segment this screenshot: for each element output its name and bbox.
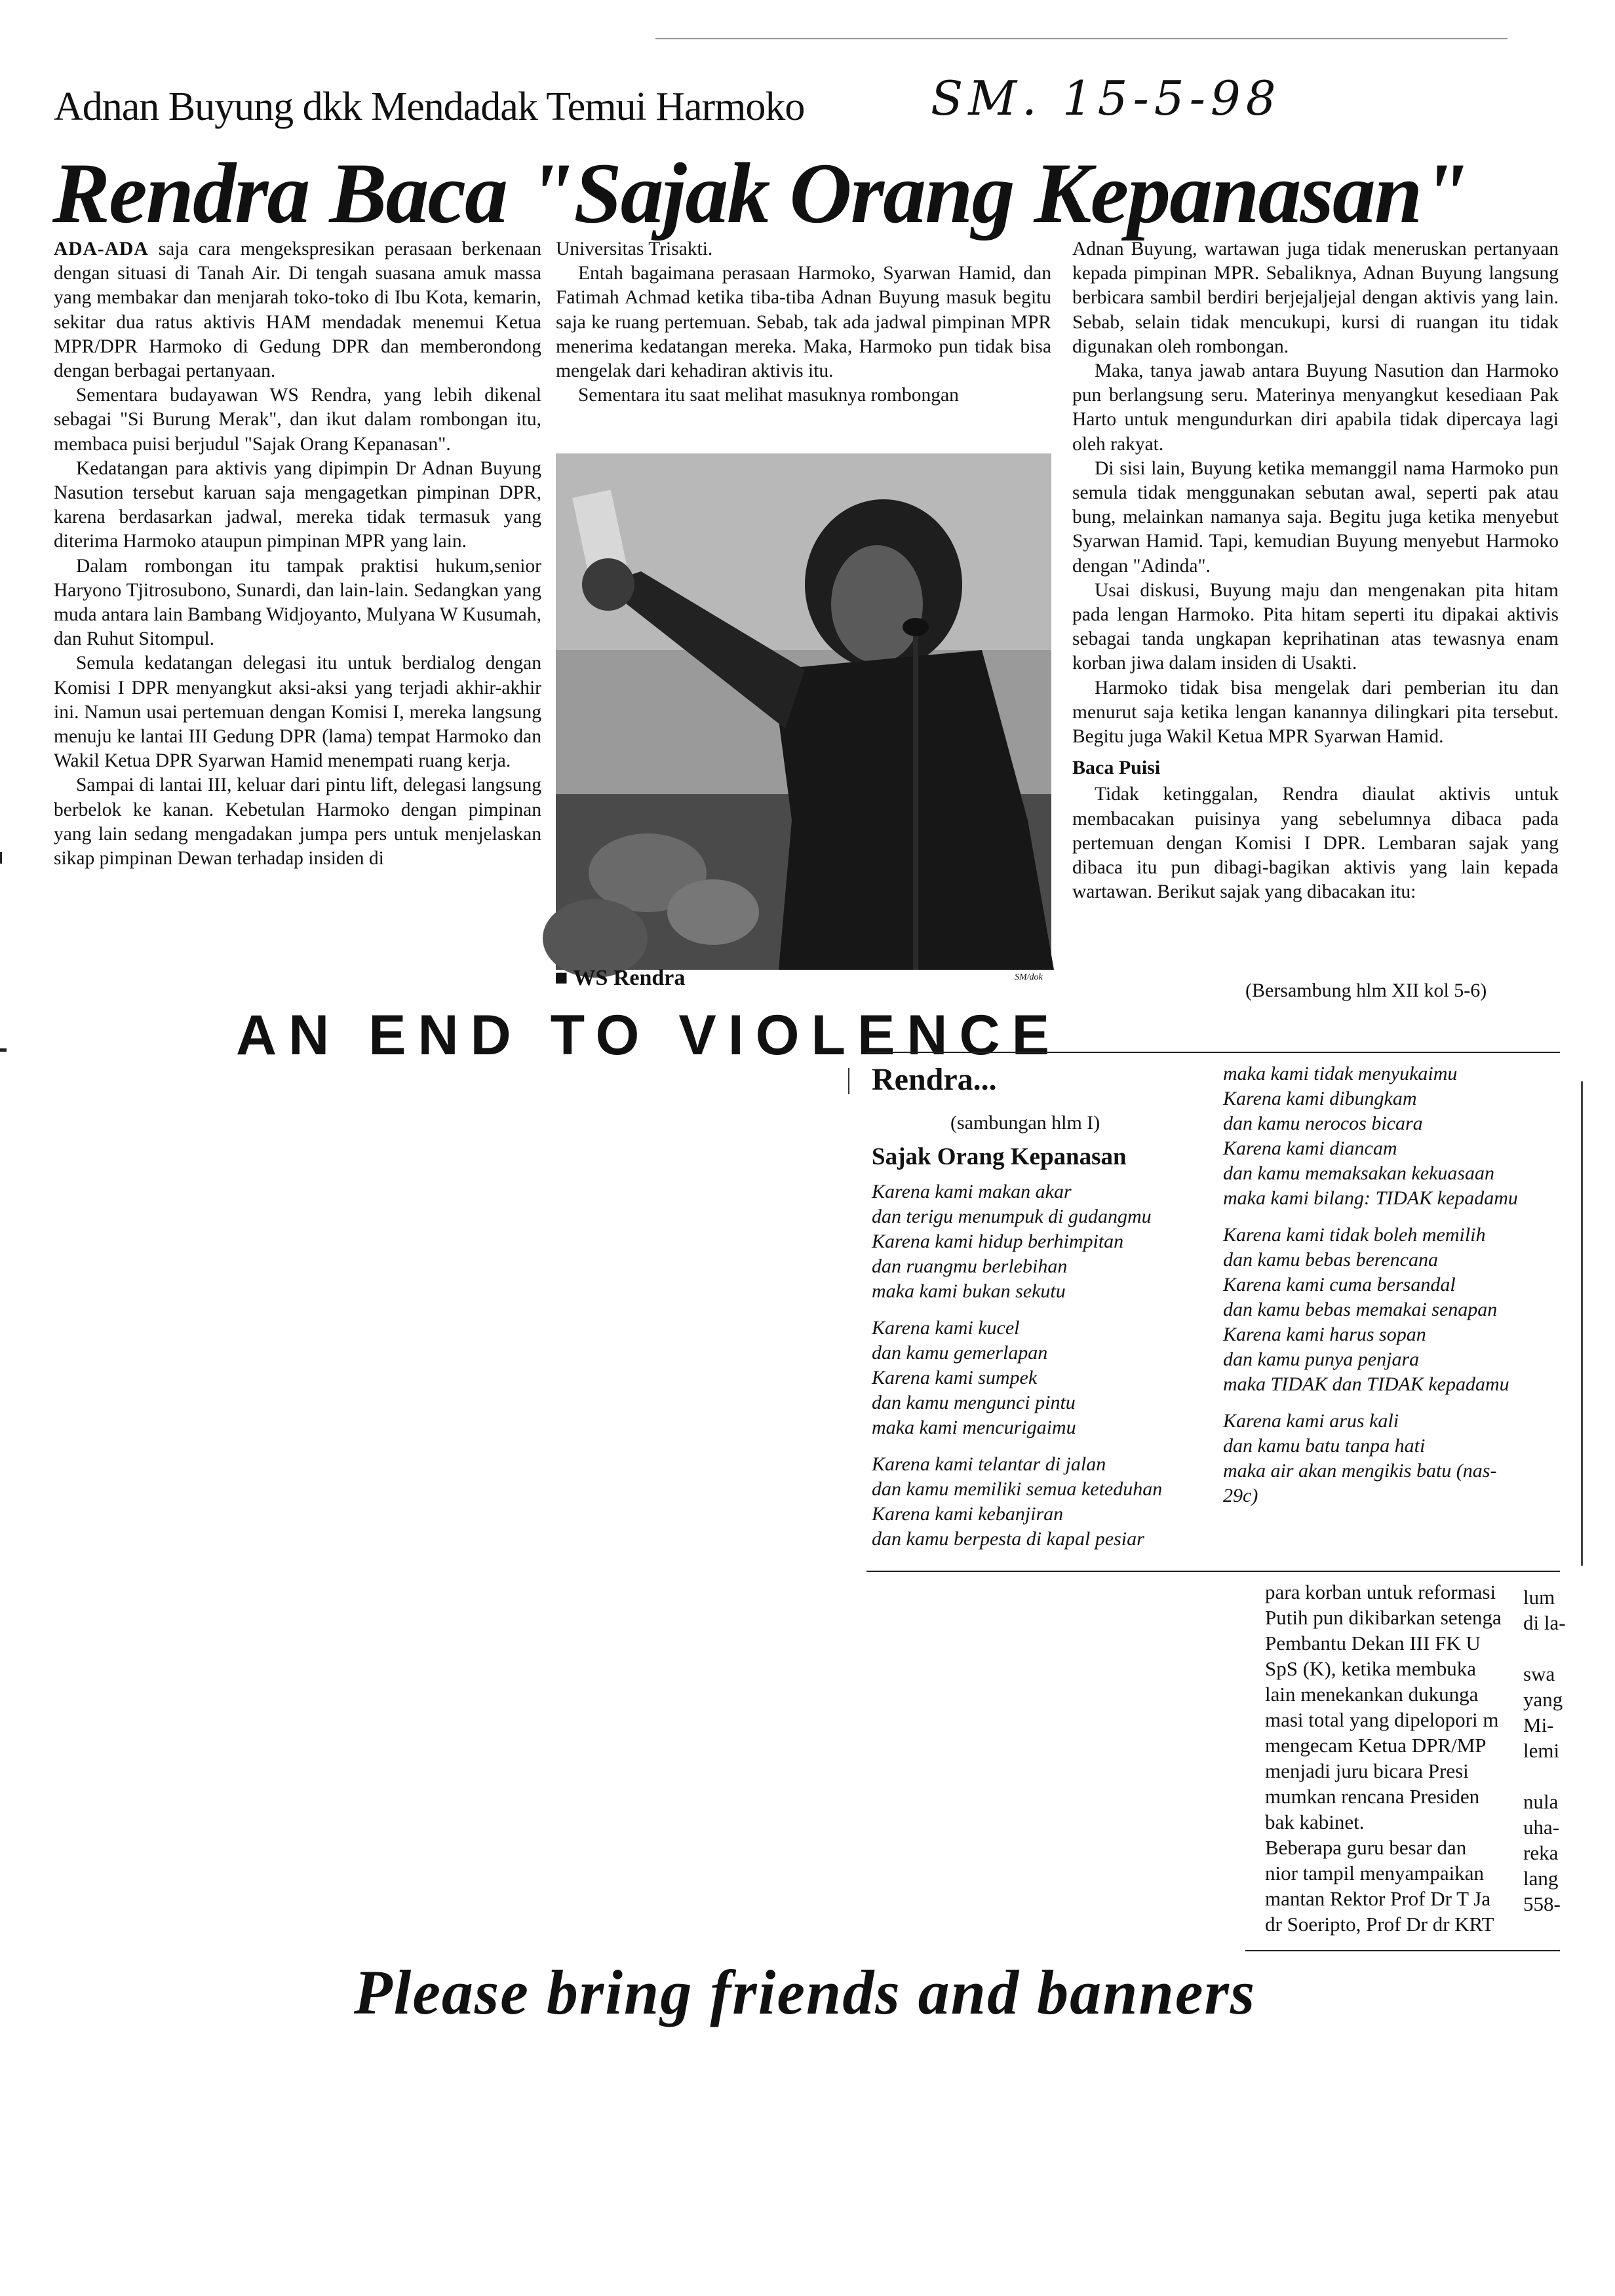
article-column-1 [54,237,541,871]
continuation-subtitle: (sambungan hlm I) [950,1112,1100,1134]
text-line: dan kamu berpesta di kapal pesiar [872,1528,1144,1550]
text-line: dan kamu gemerlapan [872,1342,1048,1364]
fragment-line: mengecam Ketua DPR/MP [1265,1734,1487,1757]
fragment-line [1523,1636,1566,1661]
caption-bullet-icon: ■ [555,966,568,990]
fragment-line: bak kabinet. [1265,1810,1365,1833]
text-line: Karena kami tidak boleh memilih [1223,1224,1486,1246]
poem-right-column [1223,1062,1518,1508]
article-fragment-right [1523,1584,1566,1917]
stanza-gap [1223,1211,1518,1223]
photo-credit: SM/dok [1015,972,1043,982]
poem-left-column [872,1179,1162,1552]
article-column-3 [1072,237,1559,904]
paragraph: Maka, tanya jawab antara Buyung Nasution dan Harmoko pun berlangsung seru. Materinya menyangkut kesediaan Pak Harto untuk mengundurkan diri apabila tidak dipercaya lagi oleh rakyat. [1072,360,1559,455]
fragment-line: para korban untuk reformasi [1265,1580,1496,1603]
text-line: maka kami mencurigaimu [872,1417,1076,1438]
kicker-headline: Adnan Buyung dkk Mendadak Temui Harmoko [54,85,805,129]
text-line: Karena kami harus sopan [1223,1324,1426,1345]
caption-text: WS Rendra [573,966,686,990]
fragment-line: lain menekankan dukunga [1265,1683,1479,1706]
text-line: dan terigu menumpuk di gudangmu [872,1206,1152,1227]
fragment-line: Pembantu Dekan III FK U [1265,1632,1481,1655]
text-line: Karena kami arus kali [1223,1410,1399,1432]
text-line: maka TIDAK dan TIDAK kepadamu [1223,1373,1509,1395]
text-line: 29c) [1223,1485,1258,1506]
paragraph: Di sisi lain, Buyung ketika memanggil nama Harmoko pun semula tidak menggunakan sebutan awal, seperti pak atau bung, melainkan namanya saja. Begitu juga ketika menyebut Syarwan Hamid. Tapi, kemudian Buyung menyebut Harmoko dengan "Adinda". [1072,457,1559,577]
photo-ws-rendra [556,453,1051,970]
text-line: Karena kami kebanjiran [872,1503,1064,1525]
text-line: maka air akan mengikis batu (nas- [1223,1460,1497,1482]
text-line: dan kamu mengunci pintu [872,1392,1076,1413]
article-fragment-left [1265,1579,1502,1937]
stanza-gap [872,1304,1162,1316]
fragment-line: di la- [1523,1611,1566,1634]
text-line: Karena kami hidup berhimpitan [872,1231,1124,1252]
fragment-line: dr Soeripto, Prof Dr dr KRT [1265,1913,1494,1936]
fragment-line: reka [1523,1841,1559,1864]
subheading: Baca Puisi [1072,757,1161,779]
text-line: maka kami bilang: TIDAK kepadamu [1223,1187,1518,1209]
lead-word: ADA-ADA [54,239,149,259]
text-line: dan kamu memaksakan kekuasaan [1223,1162,1495,1184]
fragment-line: menjadi juru bicara Presi [1265,1759,1469,1782]
fragment-line: masi total yang dipelopori m [1265,1708,1499,1731]
paragraph: Usai diskusi, Buyung maju dan mengenakan pita hitam pada lengan Harmoko. Pita hitam seperti itu dipakai aktivis sebagai tanda ungkapan keprihatinan atas tewasnya enam korban jiwa dalam insiden di Usakti. [1072,579,1559,674]
box-rule [848,1068,849,1094]
text-line: dan kamu memiliki semua keteduhan [872,1478,1163,1500]
fragment-line: lum [1523,1586,1555,1609]
margin-mark [0,852,2,864]
text-line: maka kami tidak menyukaimu [1223,1063,1458,1084]
text-line: Karena kami dibungkam [1223,1088,1417,1109]
text-line: dan kamu batu tanpa hati [1223,1435,1426,1457]
paragraph: Tidak ketinggalan, Rendra diaulat aktivis untuk membacakan puisinya yang sebelumnya dibaca pada pertemuan dengan Komisi I DPR. Lembaran sajak yang dibaca itu pun dibagi-bagikan aktivis yang lain kepada wartawan. Berikut sajak yang dibacakan itu: [1072,784,1559,903]
fragment-line: Beberapa guru besar dan [1265,1836,1467,1859]
paragraph: Sementara itu saat melihat masuknya rombongan [578,385,959,406]
text-line: dan kamu nerocos bicara [1223,1113,1423,1134]
paragraph: Harmoko tidak bisa mengelak dari pemberian itu dan menurut saja ketika lengan kanannya dilingkari pita tersebut. Begitu juga Wakil Ketua MPR Syarwan Hamid. [1072,677,1559,748]
paragraph [54,237,541,383]
bottom-rule [1245,1950,1560,1951]
text-line: maka kami bukan sekutu [872,1280,1066,1302]
poem-title: Sajak Orang Kepanasan [872,1143,1127,1170]
paragraph: Adnan Buyung, wartawan juga tidak meneruskan pertanyaan kepada pimpinan MPR. Sebaliknya, Adnan Buyung langsung berbicara sambil berdiri berjejaljejal dengan aktivis yang lain. Sebab, selain tidak mencukupi, kursi di ruangan itu tidak digunakan oleh rombongan. [1072,239,1559,357]
fragment-line: SpS (K), ketika membuka [1265,1657,1477,1680]
bleed-through-text-bottom: Please bring friends and banners [354,1957,1256,2027]
text-line: dan kamu bebas memakai senapan [1223,1299,1498,1320]
paragraph: Sampai di lantai III, keluar dari pintu lift, delegasi langsung berbelok ke kanan. Kebetulan Harmoko dengan pimpinan yang lain sedang mengadakan jumpa pers untuk menjelaskan sikap pimpinan Dewan terhadap insiden di [54,775,541,870]
top-rule [655,38,1508,39]
stanza-gap [1223,1397,1518,1409]
text-line: dan kamu punya penjara [1223,1349,1420,1370]
fragment-line: uha- [1523,1816,1560,1839]
fragment-line: lang [1523,1867,1559,1890]
bleed-through-text-top: AN END TO VIOLENCE [236,1004,1061,1067]
paragraph: Kedatangan para aktivis yang dipimpin Dr Adnan Buyung Nasution tersebut karuan saja mengagetkan pimpinan DPR, karena berdasarkan jadwal, mereka tidak termasuk yang diterima Harmoko ataupun pimpinan MPR yang lain. [54,457,541,552]
continuation-title: Rendra... [872,1062,997,1097]
paragraph: Entah bagaimana perasaan Harmoko, Syarwan Hamid, dan Fatimah Achmad ketika tiba-tiba Adnan Buyung masuk begitu saja ke ruang pertemuan. Sebab, tak ada jadwal pimpinan MPR menerima kedatangan mereka. Maka, Harmoko pun tidak bisa mengelak dari kehadiran aktivis itu. [556,263,1051,382]
paragraph: Sementara budayawan WS Rendra, yang lebih dikenal sebagai "Si Burung Merak", dan ikut dalam rombongan itu, membaca puisi berjudul "Sajak Orang Kepanasan". [54,385,541,455]
stanza-gap [872,1440,1162,1452]
fragment-line: mumkan rencana Presiden [1265,1785,1480,1808]
paragraph: Semula kedatangan delegasi itu untuk berdialog dengan Komisi I DPR menyangkut aksi-aksi yang terjadi akhir-akhir ini. Namun usai pertemuan dengan Komisi I, mereka langsung menuju ke lantai III Gedung DPR (lama) tempat Harmoko dan Wakil Ketua DPR Syarwan Hamid menempati ruang kerja. [54,653,541,772]
margin-mark [0,1048,7,1052]
fragment-line [1523,1763,1566,1789]
photo-illustration [556,453,1051,970]
box-edge [1581,1081,1583,1566]
fragment-line: mantan Rektor Prof Dr T Ja [1265,1887,1491,1910]
handwritten-date: SM. 15-5-98 [931,71,1281,126]
text-line: dan ruangmu berlebihan [872,1255,1068,1277]
text-line: Karena kami kucel [872,1317,1020,1339]
text-line: Karena kami diancam [1223,1138,1397,1159]
text-line: Karena kami makan akar [872,1181,1072,1202]
fragment-line: 558- [1523,1892,1561,1915]
text-line: Karena kami cuma bersandal [1223,1274,1456,1295]
fragment-line: swa [1523,1662,1555,1685]
fragment-line: yang [1523,1688,1563,1711]
fragment-line: nior tampil menyampaikan [1265,1862,1485,1885]
text-line: Karena kami sumpek [872,1367,1038,1388]
fragment-line: Mi- [1523,1713,1554,1736]
fragment-line: lemi [1523,1739,1560,1762]
photo-caption [555,966,685,991]
continuation-note: (Bersambung hlm XII kol 5-6) [1245,980,1487,1001]
fragment-line: nula [1523,1790,1559,1813]
paragraph-text: saja cara mengekspresikan perasaan berkenaan dengan situasi di Tanah Air. Di tengah suasana amuk massa yang membakar dan menjarah toko-toko di Ibu Kota, kemarin, sekitar dua ratus aktivis HAM mendadak menemui Ketua MPR/DPR Harmoko di Gedung DPR dan memberondong dengan berbagai pertanyaan. [54,239,541,382]
fragment-line: Putih pun dikibarkan setenga [1265,1606,1502,1629]
headline: Rendra Baca "Sajak Orang Kepanasan" [52,145,1468,241]
article-column-2 [556,237,1051,408]
text-line: dan kamu bebas berencana [1223,1249,1438,1271]
paragraph: Dalam rombongan itu tampak praktisi hukum,senior Haryono Tjitrosubono, Sunardi, dan lain-lain. Sedangkan yang muda antara lain Bambang Widjoyanto, Mulyana W Kusumah, dan Ruhut Sitompul. [54,555,541,650]
paragraph: Universitas Trisakti. [556,239,713,259]
text-line: Karena kami telantar di jalan [872,1453,1106,1475]
